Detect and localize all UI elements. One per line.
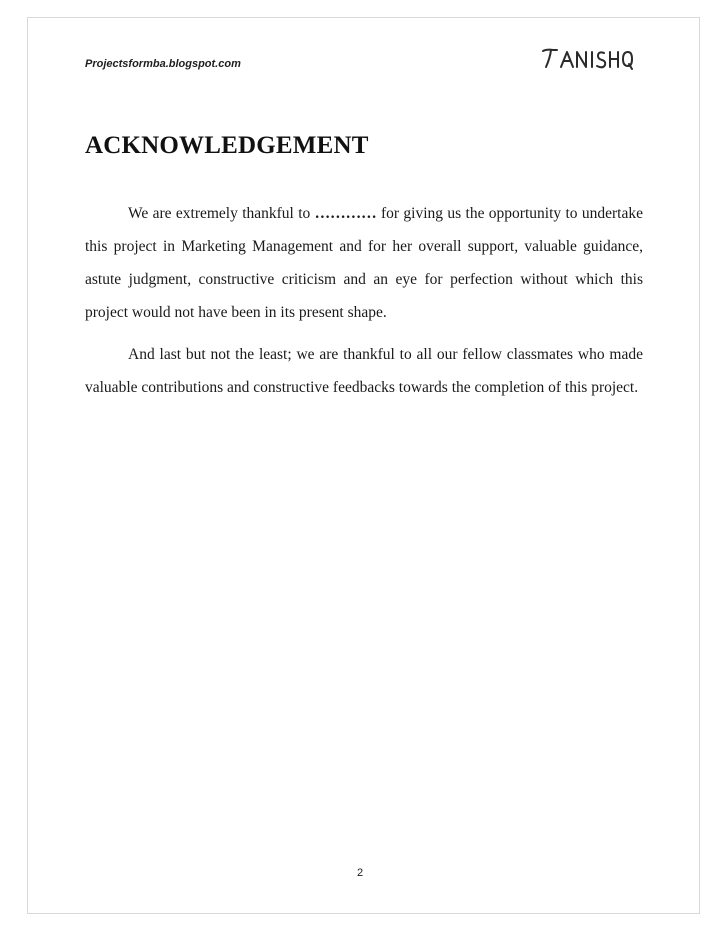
header-site-url: Projectsformba.blogspot.com [85,58,241,70]
acknowledgement-paragraph-1 [85,197,643,329]
page-number: 2 [357,867,364,879]
tanishq-logo [541,46,633,72]
paragraph-1-rest: for giving us the opportunity to undertake this project in Marketing Management and for her overall support, valuable guidance, astute judgment, constructive criticism and an eye for perfection without which this project would not have been in its present shape. [85,205,643,321]
acknowledgement-paragraph-2: And last but not the least; we are thankful to all our fellow classmates who made valuable contributions and constructive feedbacks towards the completion of this project. [85,346,643,396]
paragraph-1-lead: We are extremely thankful to [128,205,315,222]
page-title: ACKNOWLEDGEMENT [85,132,369,159]
name-placeholder: ………… [314,205,377,222]
